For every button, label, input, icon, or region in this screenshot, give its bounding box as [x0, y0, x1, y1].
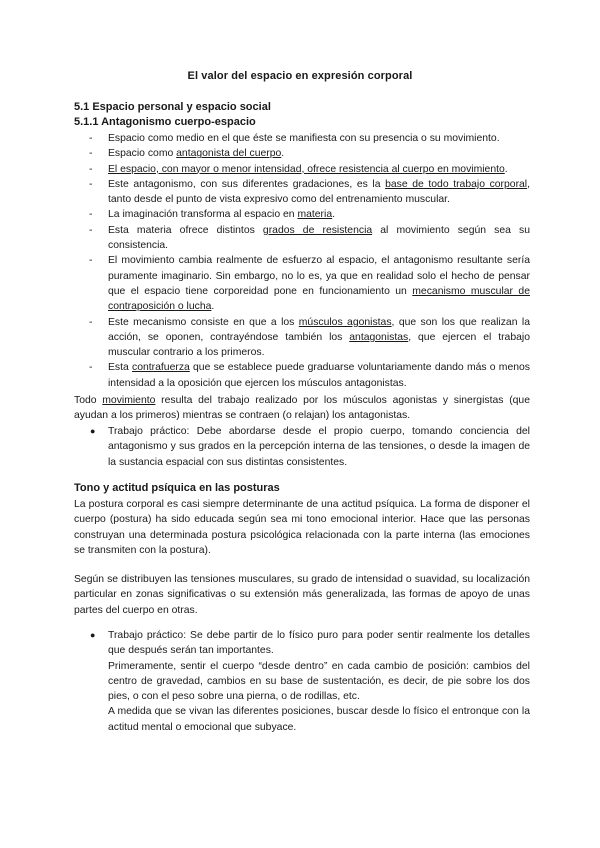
- underlined-term: El espacio, con mayor o menor intensidad, ofrece resistencia al cuerpo en movimiento: [108, 163, 505, 175]
- section-heading: 5.1 Espacio personal y espacio social: [74, 101, 271, 113]
- practice-bullet-1: ● Trabajo práctico: Debe abordarse desde el propio cuerpo, tomando conciencia del antagonismo y sus grados en la percepción interna de las tensiones, o desde la imagen de la sustancia espacial con sus distintas consistentes.: [90, 426, 530, 468]
- document-title: El valor del espacio en expresión corporal: [187, 70, 413, 82]
- section2-paragraph-2: Según se distribuyen las tensiones musculares, su grado de intensidad o suavidad, su localización particular en zonas significativas o su extensión más generalizada, las formas de apoyo de unas partes del cuerpo en otras.: [74, 574, 530, 616]
- bullet-icon: ●: [90, 426, 96, 436]
- bullet-icon: ●: [90, 630, 96, 640]
- dash-list: [92, 131, 530, 391]
- subsection-heading: 5.1.1 Antagonismo cuerpo-espacio: [74, 116, 256, 128]
- underlined-term: músculos agonistas: [298, 316, 392, 328]
- section2-heading: Tono y actitud psíquica en las posturas: [74, 482, 280, 494]
- underlined-term: base de todo trabajo corporal: [385, 178, 528, 190]
- underlined-term: movimiento: [102, 395, 156, 406]
- paragraph-movimiento: Todo movimiento resulta del trabajo realizado por los músculos agonistas y sinergistas (que ayudan a los primeros) mientras se contraen (o relajan) los antagonistas.: [74, 395, 530, 422]
- list-item: - Esta contrafuerza que se establece puede graduarse voluntariamente dando más o menos intensidad a la oposición que ejercen los músculos antagonistas.: [92, 360, 530, 391]
- underlined-term: materia: [297, 209, 333, 221]
- list-item: - Este mecanismo consiste en que a los músculos agonistas, que son los que realizan la acción, se oponen, contrayéndose también los antagonistas, que ejercen el trabajo muscular contrario a los primeros.: [92, 315, 530, 361]
- list-item: - Espacio como antagonista del cuerpo.: [92, 146, 530, 161]
- list-item: - Espacio como medio en el que éste se manifiesta con su presencia o su movimiento.: [92, 131, 530, 146]
- list-item: - El espacio, con mayor o menor intensidad, ofrece resistencia al cuerpo en movimiento.: [92, 162, 530, 177]
- practice-bullet-2: ● Trabajo práctico: Se debe partir de lo físico puro para poder sentir realmente los detalles que después serán tan importantes. Primeramente, sentir el cuerpo “desde dentro” en cada cambio de posición: cambios del centro de gravedad, cambios en su base de sustentación, es decir, de pie sobre los dos pies, o con el peso sobre una pierna, o de rodillas, etc. A medida que se vivan las diferentes posiciones, buscar desde lo físico el entronque con la actitud mental o emocional que subyace.: [90, 630, 530, 733]
- underlined-term: antagonistas: [349, 331, 409, 343]
- underlined-term: grados de resistencia: [262, 224, 373, 236]
- list-item: - La imaginación transforma al espacio en materia.: [92, 207, 530, 222]
- section2-paragraph-1: La postura corporal es casi siempre determinante de una actitud psíquica. La forma de disponer el cuerpo (postura) ha sido educada según sea mi tono emocional interior. Hace que las personas construyan una determinada postura psicológica relacionada con la parte interna (las emociones se transmiten con la postura).: [74, 499, 530, 556]
- list-item: - Este antagonismo, con sus diferentes gradaciones, es la base de todo trabajo corporal, tanto desde el punto de vista expresivo como del entrenamiento muscular.: [92, 177, 530, 208]
- underlined-term: mecanismo muscular de contraposición o lucha: [108, 285, 530, 313]
- underlined-term: antagonista del cuerpo: [176, 148, 282, 160]
- list-item: - El movimiento cambia realmente de esfuerzo al espacio, el antagonismo resultante sería puramente imaginario. Sin embargo, no lo es, ya que en realidad solo el hecho de pensar que el espacio tiene corporeidad pone en funcionamiento un mecanismo muscular de contraposición o lucha.: [92, 253, 530, 314]
- underlined-term: contrafuerza: [132, 362, 190, 374]
- list-item: - Esta materia ofrece distintos grados de resistencia al movimiento según sea su consistencia.: [92, 223, 530, 254]
